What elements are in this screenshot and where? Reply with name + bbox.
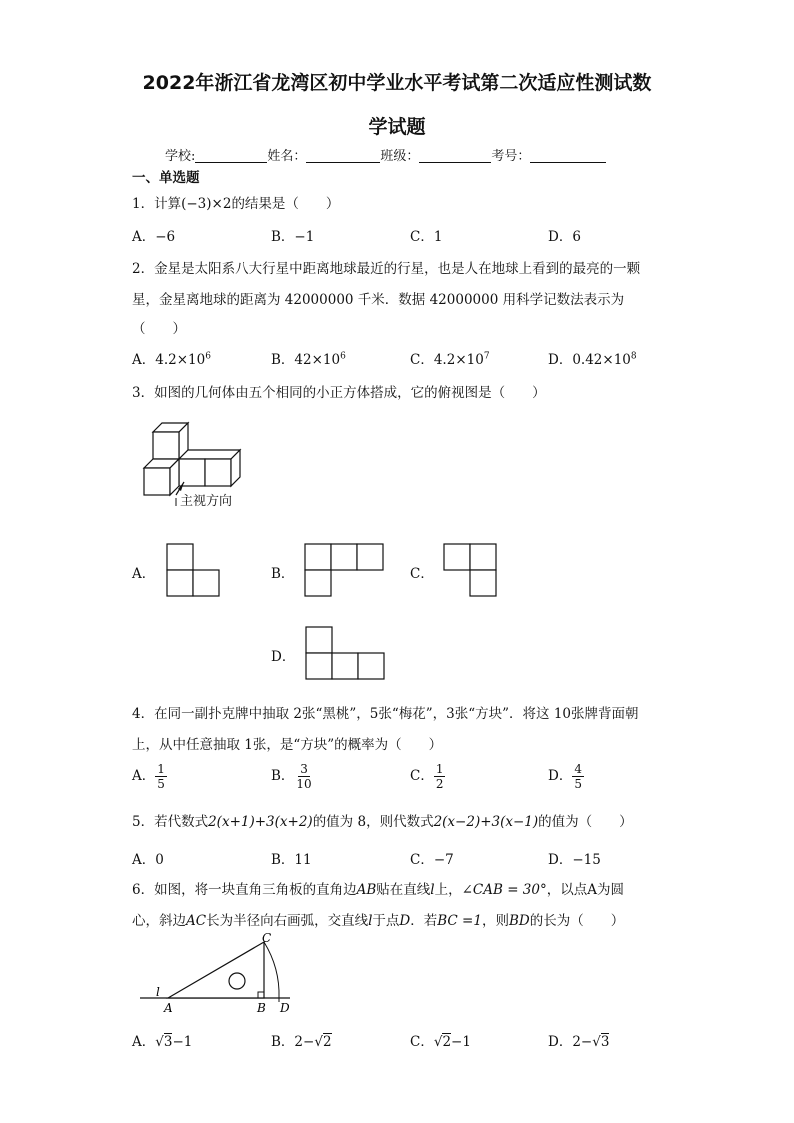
q6-option-a-label: A． [132,1034,156,1050]
q2-line-3: （ ） [132,321,186,337]
title-line-1: 2022年浙江省龙湾区初中学业水平考试第二次适应性测试数 [142,72,652,94]
q6-l1-c: 上， [434,882,462,898]
q6-l1-ab: AB [356,882,377,898]
q3-option-b-figure[interactable] [304,543,384,597]
q4-option-b-den: 10 [296,777,312,791]
q6-l2-e: ．若 [410,913,438,929]
q4-line-2: 上，从中任意抽取 1张，是“方块”的概率为（ ） [132,737,443,753]
q4-option-c-label: C． [410,768,434,784]
q6-l1-b: 贴在直线 [376,882,431,898]
q2-option-c[interactable] [410,348,490,368]
q2-option-c-base: 4.2×10 [433,352,484,368]
school-blank[interactable] [195,148,267,163]
q2-option-d-base: 0.42×10 [572,352,631,368]
q3-option-c-figure[interactable] [443,543,497,597]
label-l: l [156,985,160,999]
q6-line-1 [132,878,624,898]
q1-text-a: 1．计算 [132,196,182,212]
q4-option-d[interactable] [548,762,584,791]
q2-option-b[interactable] [271,348,346,368]
q4-option-d-num: 4 [574,762,582,776]
label-d: D [280,1001,290,1015]
q1-stem [132,192,339,212]
q5-expression-2: 2(x−2)+3(x−1) [433,814,539,830]
q2-line-2: 星，金星离地球的距离为 42000000 千米．数据 42000000 用科学记数法表示为 [132,292,625,308]
student-info-row [165,145,606,164]
q2-option-d-label: D． [548,352,573,368]
q2-option-a[interactable] [132,348,211,368]
arc-cd [264,942,279,1002]
q2-option-a-label: A． [132,352,156,368]
set-square-hole [229,973,245,989]
label-c: C [262,931,272,945]
q1-expression: (−3)×2 [181,196,232,212]
q6-option-b-lead: 2− [294,1034,315,1050]
q6-l2-f: ，则 [481,913,509,929]
q3-option-b-label[interactable]: B． [271,566,295,582]
q6-option-d-label: D． [548,1034,573,1050]
q1-text-b: 的结果是（ ） [231,196,340,212]
q6-option-d[interactable]: D．2−√3 [548,1034,610,1050]
q5-option-b[interactable]: B．11 [271,852,312,868]
q6-option-b-root: 2 [322,1034,332,1050]
name-blank[interactable] [306,148,380,163]
label-a: A [164,1001,173,1015]
q5-option-a[interactable]: A．0 [132,852,164,868]
q6-l2-ac: AC [186,913,207,929]
q6-l1-angle: ∠CAB = 30° [461,882,547,898]
q1-option-a[interactable]: A．−6 [132,229,176,245]
title-line-2: 学试题 [368,116,426,138]
q6-option-b-label: B． [271,1034,295,1050]
q4-option-a[interactable] [132,762,167,791]
q2-option-d-exp: 8 [630,351,637,362]
q4-option-d-label: D． [548,768,573,784]
q6-option-d-lead: 2− [572,1034,593,1050]
q5-text-c: 的值为（ ） [538,814,633,830]
number-label: 考号： [491,149,531,164]
q5-option-c[interactable]: C．−7 [410,852,454,868]
q6-triangle-figure [138,931,298,1016]
q4-option-a-num: 1 [157,762,165,776]
section-heading: 一、单选题 [132,170,200,186]
class-label: 班级： [380,149,420,164]
q4-option-a-den: 5 [157,777,165,791]
q4-option-a-label: A． [132,768,156,784]
q6-l2-d: D [399,913,411,929]
q4-option-b-label: B． [271,768,295,784]
q3-option-a-label[interactable]: A． [132,566,156,582]
q6-option-a[interactable]: A．√3−1 [132,1034,193,1050]
q6-l2-bd: BD [508,913,530,929]
q6-option-b[interactable]: B．2−√2 [271,1034,332,1050]
q3-option-d-label[interactable]: D． [271,649,296,665]
school-label: 学校: [165,149,196,164]
q1-option-c[interactable]: C．1 [410,229,443,245]
q5-text-a: 5．若代数式 [132,814,209,830]
q4-option-c-num: 1 [435,762,444,776]
q6-option-c-label: C． [410,1034,434,1050]
q1-option-b[interactable]: B．−1 [271,229,315,245]
label-b: B [257,1001,266,1015]
q4-option-d-den: 5 [574,777,582,791]
number-blank[interactable] [530,148,606,163]
q3-option-c-label[interactable]: C． [410,566,434,582]
q2-option-b-exp: 6 [340,351,346,362]
q3-option-d-figure[interactable] [305,626,385,680]
q3-stem: 3．如图的几何体由五个相同的小正方体搭成，它的俯视图是（ ） [132,385,546,401]
q6-option-c-tail: −1 [451,1034,471,1050]
q5-text-b: 的值为 8，则代数式 [312,814,434,830]
q6-l2-g: 的长为（ ） [529,913,625,929]
q2-option-b-label: B． [271,352,295,368]
q2-option-a-exp: 6 [205,351,211,362]
q2-option-a-base: 4.2×10 [155,352,206,368]
q6-option-a-root: 3 [163,1034,173,1050]
q6-l1-a: 6．如图，将一块直角三角板的直角边 [132,882,357,898]
q5-option-d[interactable]: D．−15 [548,852,601,868]
q2-option-d[interactable] [548,348,637,368]
q2-option-c-label: C． [410,352,434,368]
q4-line-1: 4．在同一副扑克牌中抽取 2张“黑桃”，5张“梅花”，3张“方块”．将这 10张牌背面朝 [132,706,639,722]
q2-line-1: 2．金星是太阳系八大行星中距离地球最近的行星，也是人在地球上看到的最亮的一颗 [132,261,641,277]
q2-option-b-base: 42×10 [294,352,341,368]
q2-option-c-exp: 7 [483,351,490,362]
q4-option-c[interactable] [410,762,445,791]
q6-option-a-tail: −1 [172,1034,193,1050]
q3-caption: 主视方向 [180,494,233,509]
q4-option-b[interactable] [271,762,314,791]
set-square [168,942,264,998]
q6-l2-c: 于点 [372,913,400,929]
q4-option-c-den: 2 [435,777,444,791]
q6-option-c[interactable]: C．√2−1 [410,1034,471,1050]
q3-option-a-figure[interactable] [166,543,220,597]
q6-option-c-root: 2 [442,1034,452,1050]
q1-option-d[interactable]: D．6 [548,229,581,245]
class-blank[interactable] [419,148,491,163]
q6-option-d-root: 3 [600,1034,610,1050]
q5-expression-1: 2(x+1)+3(x+2) [208,814,313,830]
q6-l2-bc: BC =1 [437,913,482,929]
name-label: 姓名： [267,149,307,164]
q4-option-b-num: 3 [300,762,308,776]
q6-l2-l: l [368,913,373,929]
q6-l2-a: 心，斜边 [132,913,186,929]
q6-line-2 [132,909,624,929]
q6-l1-d: ，以点A为圆 [546,882,624,898]
q6-l1-l: l [430,882,435,898]
q6-l2-b: 长为半径向右画弧，交直线 [206,913,369,929]
q5-stem [132,810,633,830]
